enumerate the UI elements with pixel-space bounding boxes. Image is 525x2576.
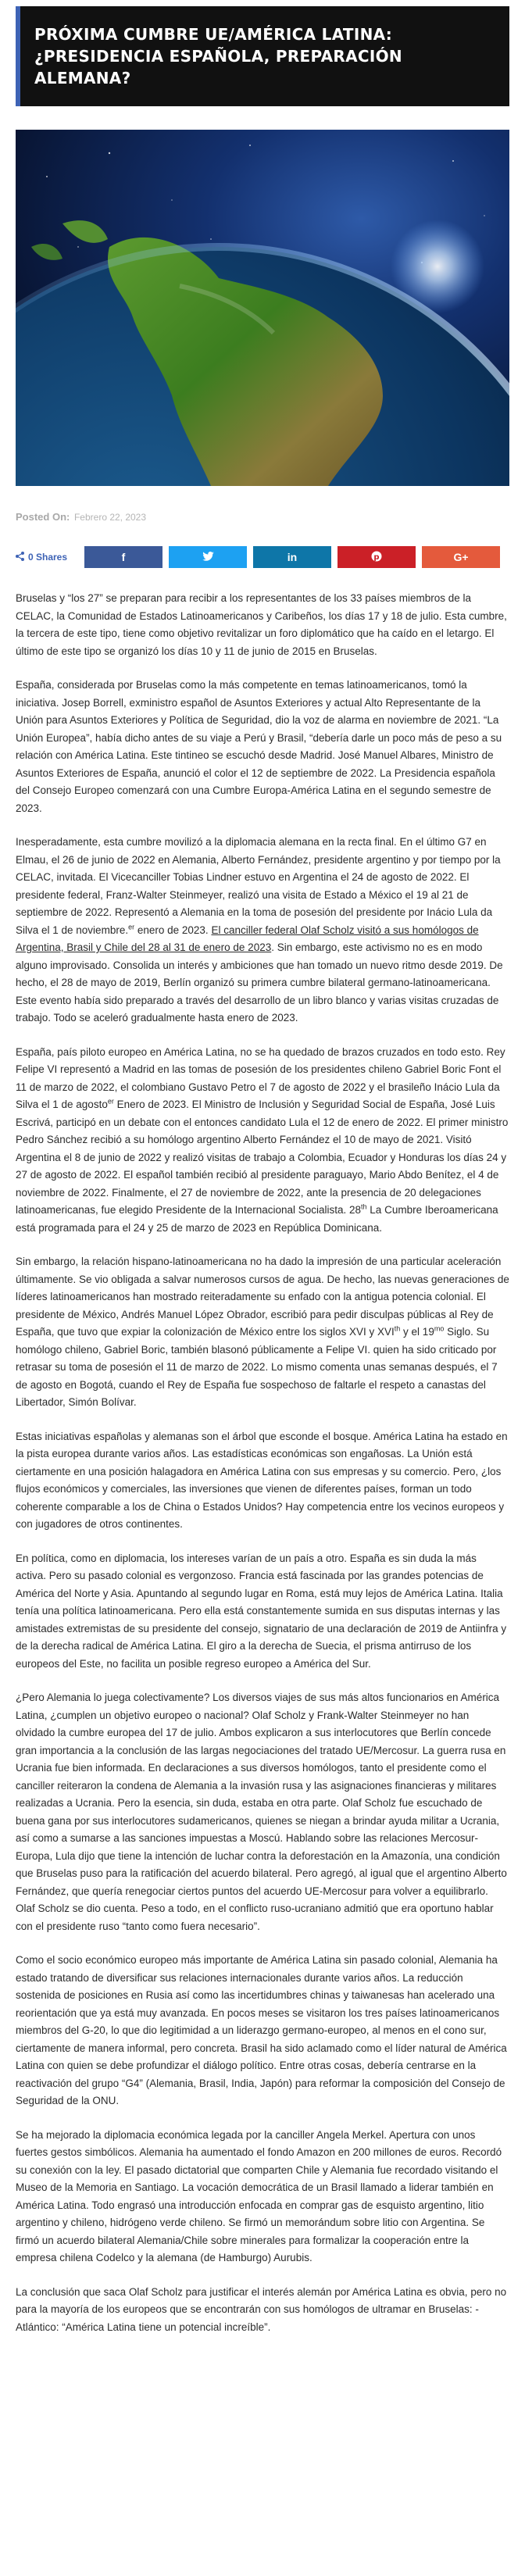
ordinal-suffix: th (361, 1202, 367, 1211)
paragraph-7: En política, como en diplomacia, los intereses varían de un país a otro. España es sin duda la más activa. Pero su pasado colonial es vergonzoso. Francia está fascinada por las grandes potencias de América del Norte y Asia. Apuntando al segundo lugar en Roma, está muy lejos de América Latina. Italia tenía una política latinoamericana. Pero ella está constantemente sumida en sus disputas internas y las amistades extremistas de su presidente del consejo, signatario de una declaración de 2019 de Antiinfra y de la derecha radical de América Latina. El giro a la derecha de Suecia, el prisma antirruso de los europeos del Este, no facilita un posible regreso europeo a América del Sur. (16, 1552, 507, 1670)
paragraph-10: Se ha mejorado la diplomacia económica legada por la canciller Angela Merkel. Apertura con unos fuertes gestos simbólicos. Alemania ha aumentado el fondo Amazon en 200 millones de euros. Recordó su conexión con la ley. El pasado dictatorial que comparten Chile y Alemania fue recordado visitando el Museo de la Memoria en Santiago. La vocación democrática de un Brasil llamado a liderar también en América Latina. Todo engrasó una introducción enfocada en comprar gas de esquisto argentino, litio argentino y chileno, hidrógeno verde chileno. Se firmó un memorándum sobre litio con Argentina. Se firmó un acuerdo bilateral Alemania/Chile sobre minerales para formalizar la cooperación entre la empresa chilena Codelco y la alemana (de Hamburgo) Aurubis. (16, 2128, 502, 2263)
twitter-icon (202, 551, 214, 563)
title-block (16, 6, 509, 106)
paragraph-1: Bruselas y “los 27” se preparan para recibir a los representantes de los 33 países miembros de la CELAC, la Comunidad de Estados Latinoamericanos y Caribeños, los días 17 y 18 de julio. Esta cumbre, la tercera de este tipo, tiene como objetivo revitalizar un foro diplomático que ha caído en el letargo. El último de este tipo se organizó los días 10 y 11 de junio de 2015 en Bruselas. (16, 592, 507, 657)
hero-image (16, 130, 509, 486)
facebook-share-button[interactable] (84, 546, 162, 568)
svg-text:p: p (373, 552, 380, 562)
earth-from-space-illustration (16, 130, 509, 486)
twitter-share-button[interactable] (169, 546, 247, 568)
paragraph-11: La conclusión que saca Olaf Scholz para justificar el interés alemán por América Latina es obvia, pero no para la mayoría de los europeos que se encontrarán con sus homólogos de ultramar en Bruselas: -Atlántico: “América Latina tiene un potencial increíble”. (16, 2285, 507, 2333)
paragraph-4-text-c: La Cumbre Iberoamericana está programada para el 24 y 25 de marzo de 2023 en República Dominicana. (16, 1204, 498, 1234)
paragraph-3-text-c: . Sin embargo, este activismo no es en modo alguno improvisado. Consolida un interés y ambiciones que han tomado un nuevo ritmo desde 2019. De hecho, el 28 de mayo de 2019, Berlín organizó su primera cumbre bilateral germano-latinoamericana. Este evento había sido preparado a través del desarrollo de un libro blanco y varias visitas cruzadas de trabajo. Todo se aceleró gradualmente hasta enero de 2023. (16, 941, 503, 1024)
pinterest-share-button[interactable] (338, 546, 416, 568)
ordinal-suffix: er (107, 1097, 114, 1106)
linkedin-share-button[interactable] (253, 546, 331, 568)
linkedin-icon: in (287, 551, 298, 563)
paragraph-5-text-a: Sin embargo, la relación hispano-latinoamericana no ha dado la impresión de una particular aceleración últimamente. Se vio obligada a salvar numerosos cursos de agua. De hecho, las nuevas generaciones de líderes latinoamericanos han mostrado reiteradamente su enfado con la antigua potencia colonial. El presidente de México, Andrés Manuel López Obrador, escribió para pedir disculpas públicas al Rey de España, que tuvo que expiar la colonización de México entre los siglos XVI y XVI (16, 1256, 509, 1338)
scholz-visit-link[interactable]: El canciller federal Olaf Scholz visitó a sus homólogos de Argentina, Brasil y Chile del 28 al 31 de enero de 2023 (16, 924, 479, 953)
paragraph-3-text-a: Inesperadamente, esta cumbre movilizó a la diplomacia alemana en la recta final. En el último G7 en Elmau, el 26 de junio de 2022 en Alemania, Alberto Fernández, presidente argentino y por tiempo por la CELAC, invitada. El Vicecanciller Tobias Lindner estuvo en Argentina el 24 de agosto de 2022. El presidente federal, Franz-Walter Steinmeyer, realizó una visita de Estado a México el 19 al 21 de septiembre de 2022. Representó a Alemania en la toma de posesión del presidente por Inácio Lula da Silva el 1 de noviembre. (16, 836, 501, 936)
ordinal-suffix: th (394, 1324, 401, 1333)
share-count (16, 552, 84, 563)
share-bar (16, 546, 509, 568)
paragraph-4-text-a: España, país piloto europeo en América Latina, no se ha quedado de brazos cruzados en todo esto. Rey Felipe VI representó a Madrid en las tomas de posesión de los presidentes chileno Gabriel Boric Font el 11 de marzo de 2022, el colombiano Gustavo Petro el 7 de agosto de 2022 y el brasileño Inácio Lula da Silva el 1 de agosto (16, 1045, 505, 1110)
paragraph-5-text-c: Siglo. Su homólogo chileno, Gabriel Boric, también blasonó públicamente a Felipe VI. quien ha sido criticado por retrasar su toma de posesión el 11 de marzo de 2022. Lo mismo comenta unas semanas después, el 7 de agosto en Bogotá, cuando el Rey de España fue sospechoso de faltarle el respeto a canastas del Libertador, Simón Bolívar. (16, 1326, 498, 1408)
posted-on-label: Posted On: (16, 511, 70, 523)
paragraph-3 (16, 834, 509, 1027)
paragraph-5-text-b: y el 19 (400, 1326, 434, 1338)
paragraph-9: Como el socio económico europeo más importante de América Latina sin pasado colonial, Alemania ha estado tratando de diversificar sus relaciones internacionales durante varios años. La reducción sostenida de posiciones en Rusia así como las incertidumbres chinas y taiwanesas han acelerado una reorientación que ya está muy avanzada. En pocos meses se visitaron los tres países latinoamericanos miembros del G-20, lo que dio legitimidad a un liderazgo germano-europeo, al menos en el cono sur, ciertamente de manera informal, pero concreta. Brasil ha sido aclamado como el líder natural de América Latina con quien se debe profundizar el diálogo político. Entre otras cosas, debería centrarse en la reactivación del grupo “G4” (Alemania, Brasil, India, Japón) para reformar la composición del Consejo de Seguridad de la ONU. (16, 1954, 507, 2106)
share-icon (16, 552, 24, 563)
share-count-label: 0 Shares (28, 552, 68, 563)
google-plus-share-button[interactable] (422, 546, 500, 568)
paragraph-2: España, considerada por Bruselas como la más competente en temas latinoamericanos, tomó la iniciativa. Josep Borrell, exministro español de Asuntos Exteriores y actual Alto Representante de la Unión para Asuntos Exteriores y Política de Seguridad, dio la voz de alarma en noviembre de 2021. “La Unión Europea”, había dicho antes de su viaje a Perú y Brasil, “debería darle un poco más de peso a su relación con América Latina. Este tintineo se escuchó desde Madrid. José Manuel Albares, Ministro de Asuntos Exteriores de España, anunció el color el 12 de septiembre de 2022. La Presidencia española del Consejo Europeo comenzará con una Cumbre Europa-América Latina en el segundo semestre de 2023. (16, 679, 502, 814)
ordinal-suffix: er (128, 923, 135, 931)
posted-date: Febrero 22, 2023 (73, 512, 147, 523)
post-meta (16, 511, 509, 523)
facebook-icon: f (121, 551, 126, 563)
paragraph-5 (16, 1253, 509, 1412)
paragraph-8: ¿Pero Alemania lo juega colectivamente? Los diversos viajes de sus más altos funcionarios en América Latina, ¿cumplen un objetivo europeo o nacional? Olaf Scholz y Frank-Walter Steinmeyer no han olvidado la cumbre europea del 17 de julio. Ambos explicaron a sus interlocutores que Berlín concede gran importancia a la conclusión de las largas negociaciones del tratado UE/Mercosur. La guerra rusa en Ucrania fue bien informada. En declaraciones a sus diversos homólogos, tanto el presidente como el canciller reiteraron la condena de Alemania a la invasión rusa y las asignaciones financieras y militares realizadas a Ucrania. Pero la esencia, sin duda, estaba en otra parte. Olaf Scholz fue escuchado de buena gana por sus interlocutores sudamericanos, quienes se niegan a brindar ayuda militar a Ucrania, así como a sumarse a las sanciones impuestas a Moscú. Hablando sobre las relaciones Mercosur-Europa, Lula dijo que tiene la intención de luchar contra la deforestación en la Amazonía, una condición que Bruselas puso para la ratificación del acuerdo bilateral. Pero agregó, al igual que el argentino Alberto Fernández, que quería renegociar ciertos puntos del acuerdo UE-Mercosur para volver a equilibrarlo. Olaf Scholz se dio cuenta. Peso a todo, en el conflicto ruso-ucraniano admitió que era oportuno hablar con el presidente ruso “tanto como fuera necesario”. (16, 1692, 507, 1932)
paragraph-4 (16, 1044, 509, 1238)
google-plus-icon: G+ (453, 551, 469, 563)
paragraph-3-text-b: enero de 2023. (134, 924, 209, 936)
pinterest-icon (371, 551, 382, 564)
paragraph-4-text-b: Enero de 2023. El Ministro de Inclusión y Seguridad Social de España, José Luis Escrivá, participó en un debate con el entonces candidato Lula el 12 de enero de 2022. El primer ministro Pedro Sánchez recibió a su homólogo argentino Alberto Fernández el 10 de mayo de 2021. Visitó Argentina el 8 de junio de 2022 y realizó visitas de trabajo a Colombia, Ecuador y Honduras los días 24 y 27 de agosto de 2022. El español también recibió al presidente paraguayo, Mario Abdo Benítez, el 4 de noviembre de 2022. Finalmente, el 27 de noviembre de 2022, ante la presencia de 20 delegaciones latinoamericanas, fue elegido Presidente de la Internacional Socialista. 28 (16, 1099, 509, 1216)
paragraph-6: Estas iniciativas españolas y alemanas son el árbol que esconde el bosque. América Latina ha estado en la pista europea durante varios años. Las estadísticas económicas son engañosas. La Unión está ciertamente en una posición halagadora en América Latina con sus empresas y su comercio. Pero, ¿los flujos económicos y comerciales, las inversiones que vienen de diferentes países, forman un todo coherente comparable a los de China o Estados Unidos? Hay competencia entre los vecinos europeos y con jugadores de otros continentes. (16, 1430, 508, 1530)
article-body (16, 590, 509, 2336)
article-title: PRÓXIMA CUMBRE UE/AMÉRICA LATINA: ¿PRESIDENCIA ESPAÑOLA, PREPARACIÓN ALEMANA? (34, 25, 402, 88)
ordinal-suffix: mo (434, 1324, 445, 1333)
